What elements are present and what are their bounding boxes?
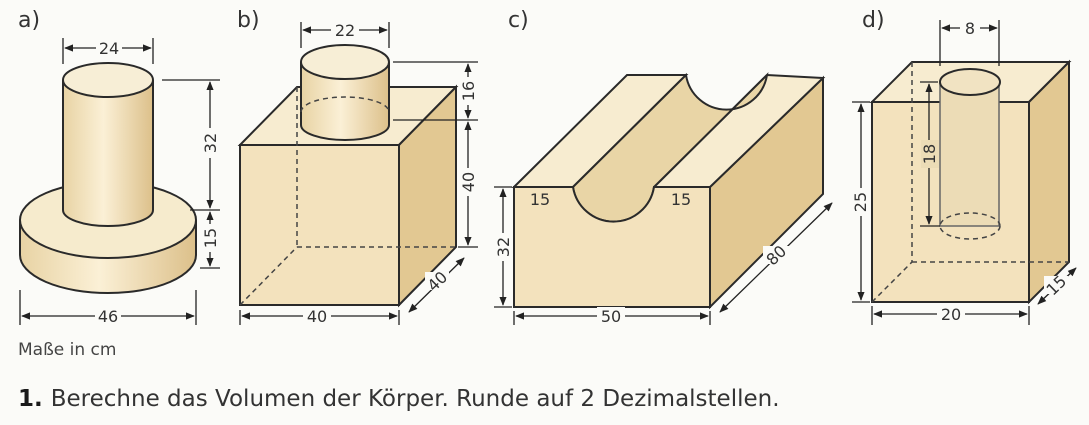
figure-d-label: d) — [862, 8, 885, 33]
figure-c-label: c) — [508, 8, 529, 33]
dim-a-base-diameter: 46 — [97, 307, 119, 326]
dim-b-cylinder-height: 16 — [459, 80, 478, 102]
units-note: Maße in cm — [18, 340, 117, 360]
dim-c-length: 80 — [762, 241, 791, 270]
figure-d-solid — [872, 62, 1069, 302]
dim-d-height: 25 — [851, 191, 870, 213]
dim-d-hole-diameter: 8 — [964, 19, 976, 38]
dim-c-left-ledge: 15 — [529, 190, 551, 209]
dim-c-width: 50 — [600, 307, 622, 326]
dim-b-box-width: 40 — [306, 307, 328, 326]
dim-a-top-height: 32 — [201, 132, 220, 154]
figure-b-solid — [240, 45, 456, 305]
dim-d-hole-depth: 18 — [920, 143, 939, 165]
task-number: 1. — [18, 386, 43, 412]
dim-a-base-height: 15 — [201, 227, 220, 249]
dim-c-height: 32 — [494, 236, 513, 258]
task-text: Berechne das Volumen der Körper. Runde auf 2 Dezimalstellen. — [50, 386, 780, 412]
figure-b-label: b) — [237, 8, 260, 33]
dim-b-box-height: 40 — [459, 171, 478, 193]
dim-b-cylinder-diameter: 22 — [334, 21, 356, 40]
figure-c-solid — [514, 75, 823, 307]
dim-c-right-ledge: 15 — [670, 190, 692, 209]
dim-d-width: 20 — [940, 305, 962, 324]
figure-a-solid — [20, 63, 196, 293]
figure-a-label: a) — [18, 8, 41, 33]
task-line — [18, 386, 780, 412]
dim-a-top-diameter: 24 — [98, 39, 120, 58]
dim-d-depth: 15 — [1042, 271, 1071, 300]
dim-b-box-depth: 40 — [423, 267, 452, 296]
